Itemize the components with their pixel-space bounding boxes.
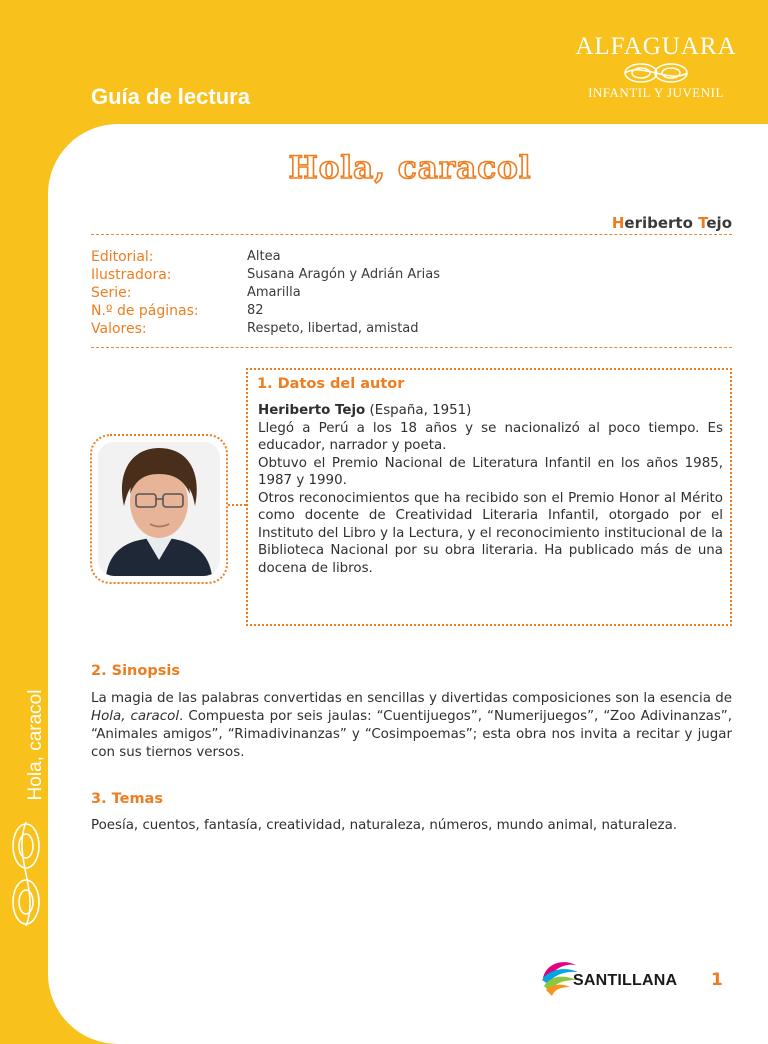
- synopsis-text-end: . Compuesta por seis jaulas: “Cuentijuegos”, “Numerijuegos”, “Zoo Adivinanzas”, “Animales amigos”, “Rimadivinanzas” y “Cosimpoemas”; esta obra nos invita a recitar y jugar con sus tiernos versos.: [91, 709, 732, 760]
- synopsis-text-start: La magia de las palabras convertidas en sencillas y divertidas composiciones son la esencia de: [91, 691, 732, 706]
- bio-intro: [258, 402, 723, 420]
- book-details: [91, 248, 731, 338]
- synopsis-text: [91, 690, 732, 762]
- author-first-rest: eriberto: [624, 214, 699, 232]
- detail-label: N.º de páginas:: [91, 303, 199, 319]
- brand-sub: INFANTIL Y JUVENIL: [588, 85, 724, 100]
- bio-origin: (España, 1951): [365, 403, 472, 418]
- detail-row: [91, 302, 731, 320]
- author-section-title: 1. Datos del autor: [257, 376, 405, 392]
- detail-value: Respeto, libertad, amistad: [247, 321, 419, 336]
- book-title: Hola, caracol: [288, 150, 532, 186]
- author-photo-frame: [90, 434, 228, 584]
- detail-value: Altea: [247, 249, 281, 264]
- author-portrait-icon: [98, 442, 220, 576]
- detail-label: Serie:: [91, 285, 132, 301]
- spine-swirl-icon: [6, 818, 46, 930]
- detail-row: [91, 284, 731, 302]
- author-last-rest: ejo: [706, 214, 732, 232]
- author-initial-first: H: [611, 214, 625, 232]
- publisher-name: SANTILLANA: [573, 972, 678, 989]
- bio-author-name: Heriberto Tejo: [258, 403, 366, 418]
- alfaguara-swirl-icon: [621, 60, 691, 86]
- detail-value: 82: [247, 303, 264, 318]
- author-initial-last: T: [698, 214, 707, 232]
- detail-row: [91, 248, 731, 266]
- divider-top: [91, 234, 732, 235]
- detail-value: Amarilla: [247, 285, 301, 300]
- bio-paragraph: Obtuvo el Premio Nacional de Literatura Infantil en los años 1985, 1987 y 1990.: [258, 455, 723, 488]
- synopsis-title: 2. Sinopsis: [91, 663, 180, 679]
- author-bio: [258, 402, 723, 577]
- author-name: [612, 214, 732, 232]
- guide-label: Guía de lectura: [91, 84, 250, 109]
- spine-title: Hola, caracol: [25, 689, 46, 801]
- alfaguara-brand: [574, 34, 738, 100]
- themes-title: 3. Temas: [91, 791, 163, 807]
- themes-text: Poesía, cuentos, fantasía, creatividad, naturaleza, números, mundo animal, naturaleza.: [91, 818, 678, 833]
- bio-paragraph: Otros reconocimientos que ha recibido son el Premio Honor al Mérito como docente de Creatividad Literaria Infantil, otorgado por el Instituto del Libro y la Lectura, y el reconocimiento institucional de la Biblioteca Nacional por su obra literaria. Ha publicado más de una docena de libros.: [258, 490, 723, 576]
- detail-row: [91, 266, 731, 284]
- bio-paragraph: Llegó a Perú a los 18 años y se nacionalizó al poco tiempo. Es educador, narrador y poeta.: [258, 420, 723, 453]
- detail-value: Susana Aragón y Adrián Arias: [247, 267, 440, 282]
- detail-label: Ilustradora:: [91, 267, 172, 283]
- author-section: [246, 368, 732, 626]
- divider-details: [91, 347, 732, 348]
- author-photo: [98, 442, 220, 576]
- synopsis-book-title: Hola, caracol: [91, 709, 180, 724]
- photo-connector: [228, 504, 246, 506]
- detail-label: Editorial:: [91, 249, 154, 265]
- brand-name: ALFAGUARA: [575, 33, 737, 60]
- page-number: 1: [711, 970, 723, 990]
- detail-row: [91, 320, 731, 338]
- detail-label: Valores:: [91, 321, 147, 337]
